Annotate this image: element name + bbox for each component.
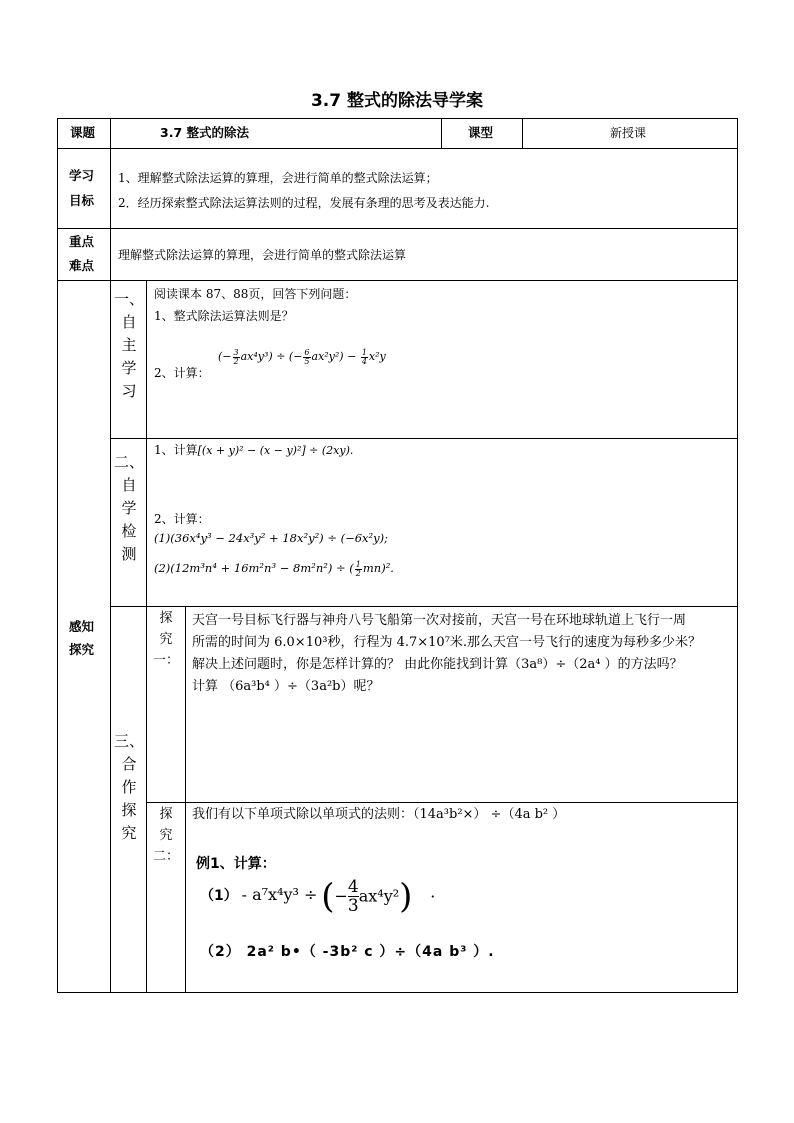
section1-char: 主	[121, 336, 137, 354]
explore2-label-char: 究	[159, 828, 173, 843]
row-divider	[110, 438, 738, 439]
section2-char: 自	[121, 476, 137, 494]
example-1-expression: - a⁷x⁴y³ ÷	[241, 885, 318, 904]
example-1-rest: ax⁴y²	[358, 886, 400, 906]
example-1-label: （1）	[200, 888, 238, 904]
section2-char: 测	[121, 545, 137, 563]
section3-char: 三、	[113, 732, 144, 750]
section2-q2-b-prefix: (2)(12m³n⁴ + 16m²n³ − 8m²n²) ÷	[154, 561, 346, 575]
fraction-numerator: 4	[347, 877, 359, 897]
section3-char: 探	[121, 801, 137, 819]
objective-item: 1、理解整式除法运算的算理，会进行简单的整式除法运算；	[118, 171, 438, 185]
perceive-label-line2: 探究	[69, 642, 95, 657]
section2-q1	[154, 442, 353, 459]
section1-heading	[112, 288, 146, 403]
section2-q2-a: (1)(36x⁴y³ − 24x³y² + 18x²y²) ÷ (−6x²y);	[154, 531, 389, 545]
objectives-label-line2: 目标	[69, 193, 95, 208]
section2-char: 检	[121, 522, 137, 540]
explore1-label-char: 究	[159, 632, 173, 647]
explore1-label-char: 探	[159, 611, 173, 626]
row-divider	[57, 280, 738, 281]
row-divider	[110, 606, 738, 607]
col-divider	[146, 280, 147, 993]
example-title: 例1、计算：	[196, 856, 276, 872]
section2-q2-label: 2、计算：	[154, 512, 210, 526]
perceive-label-line1: 感知	[69, 619, 95, 634]
explore2-rule: 我们有以下单项式除以单项式的法则：（14a³b²×） ÷（4a b² ）	[192, 807, 566, 822]
type-value: 新授课	[610, 126, 647, 140]
right-paren: )	[399, 876, 413, 917]
topic-label: 课题	[70, 125, 96, 140]
key-points-label-line2: 难点	[69, 258, 95, 273]
key-points-label-line1: 重点	[69, 234, 95, 249]
section3-char: 合	[121, 755, 137, 773]
objectives-label-line1: 学习	[69, 168, 95, 183]
explore1-line: 计算 （6a³b⁴ ）÷（3a²b）呢？	[192, 679, 380, 694]
explore1-label	[149, 608, 183, 671]
key-points-text: 理解整式除法运算的算理，会进行简单的整式除法运算	[118, 248, 407, 262]
section2-char: 二、	[113, 453, 144, 471]
section2-q1-expression: [(x + y)² − (x − y)²] ÷ (2xy).	[197, 444, 354, 457]
section2-char: 学	[121, 499, 137, 517]
example-1-end: ·	[430, 886, 436, 906]
section3-char: 作	[121, 778, 137, 796]
section2-q1-prefix: 1、计算	[154, 443, 198, 457]
section3-char: 究	[121, 824, 137, 842]
row-divider	[57, 228, 738, 229]
explore1-line: 天宫一号目标飞行器与神舟八号飞船第一次对接前，天宫一号在环地球轨道上飞行一周	[192, 613, 687, 628]
section1-intro: 阅读课本 87、88页，回答下列问题：	[154, 287, 357, 301]
example-1-fraction	[348, 878, 359, 915]
page-title: 3.7 整式的除法导学案	[310, 91, 484, 111]
section1-q2-expression: (− $\frac{3}{2}$ ax⁴y³) ÷ (− $\frac{6}{5}$ ax²y²) − $\frac{1}{4}$ x²y	[218, 347, 386, 366]
type-label: 课型	[468, 125, 494, 140]
row-divider	[57, 148, 738, 149]
section1-q2-label: 2、计算：	[154, 366, 210, 380]
objective-item: 2．经历探索整式除法运算法则的过程，发展有条理的思考及表达能力.	[118, 196, 490, 210]
section1-char: 一、	[113, 290, 144, 308]
example-2: （2） 2a² b•（ -3b² c ）÷（4a b³ ）.	[200, 944, 495, 960]
section1-char: 学	[121, 359, 137, 377]
col-divider	[110, 118, 111, 993]
col-divider	[185, 606, 186, 993]
col-divider	[522, 118, 523, 148]
fraction-denominator: 3	[347, 896, 359, 916]
explore1-label-char: 一：	[152, 653, 179, 668]
col-divider	[441, 118, 442, 148]
section3-heading	[112, 730, 146, 845]
section1-q1: 1、整式除法运算法则是？	[154, 309, 294, 323]
section2-q2-b: (2)(12m³n⁴ + 16m²n³ − 8m²n²) ÷ ( $\frac{1}{2}$ mn)².	[154, 559, 394, 578]
minus-sign: −	[334, 886, 348, 906]
example-1	[200, 872, 435, 920]
explore1-line: 所需的时间为 6.0×10³秒，行程为 4.7×10⁷米.那么天宫一号飞行的速度为每秒多少米？	[192, 635, 702, 650]
explore1-line: 解决上述问题时，你是怎样计算的？ 由此你能找到计算（3a⁸）÷（2a⁴ ）的方法吗？	[192, 657, 683, 672]
left-paren: (	[321, 876, 335, 917]
topic-value: 3.7 整式的除法	[160, 125, 249, 140]
explore2-label-char: 探	[159, 807, 173, 822]
section1-char: 习	[121, 382, 137, 400]
explore2-label	[149, 804, 183, 867]
explore2-label-char: 二：	[152, 849, 179, 864]
section2-heading	[112, 451, 146, 566]
section1-char: 自	[121, 313, 137, 331]
